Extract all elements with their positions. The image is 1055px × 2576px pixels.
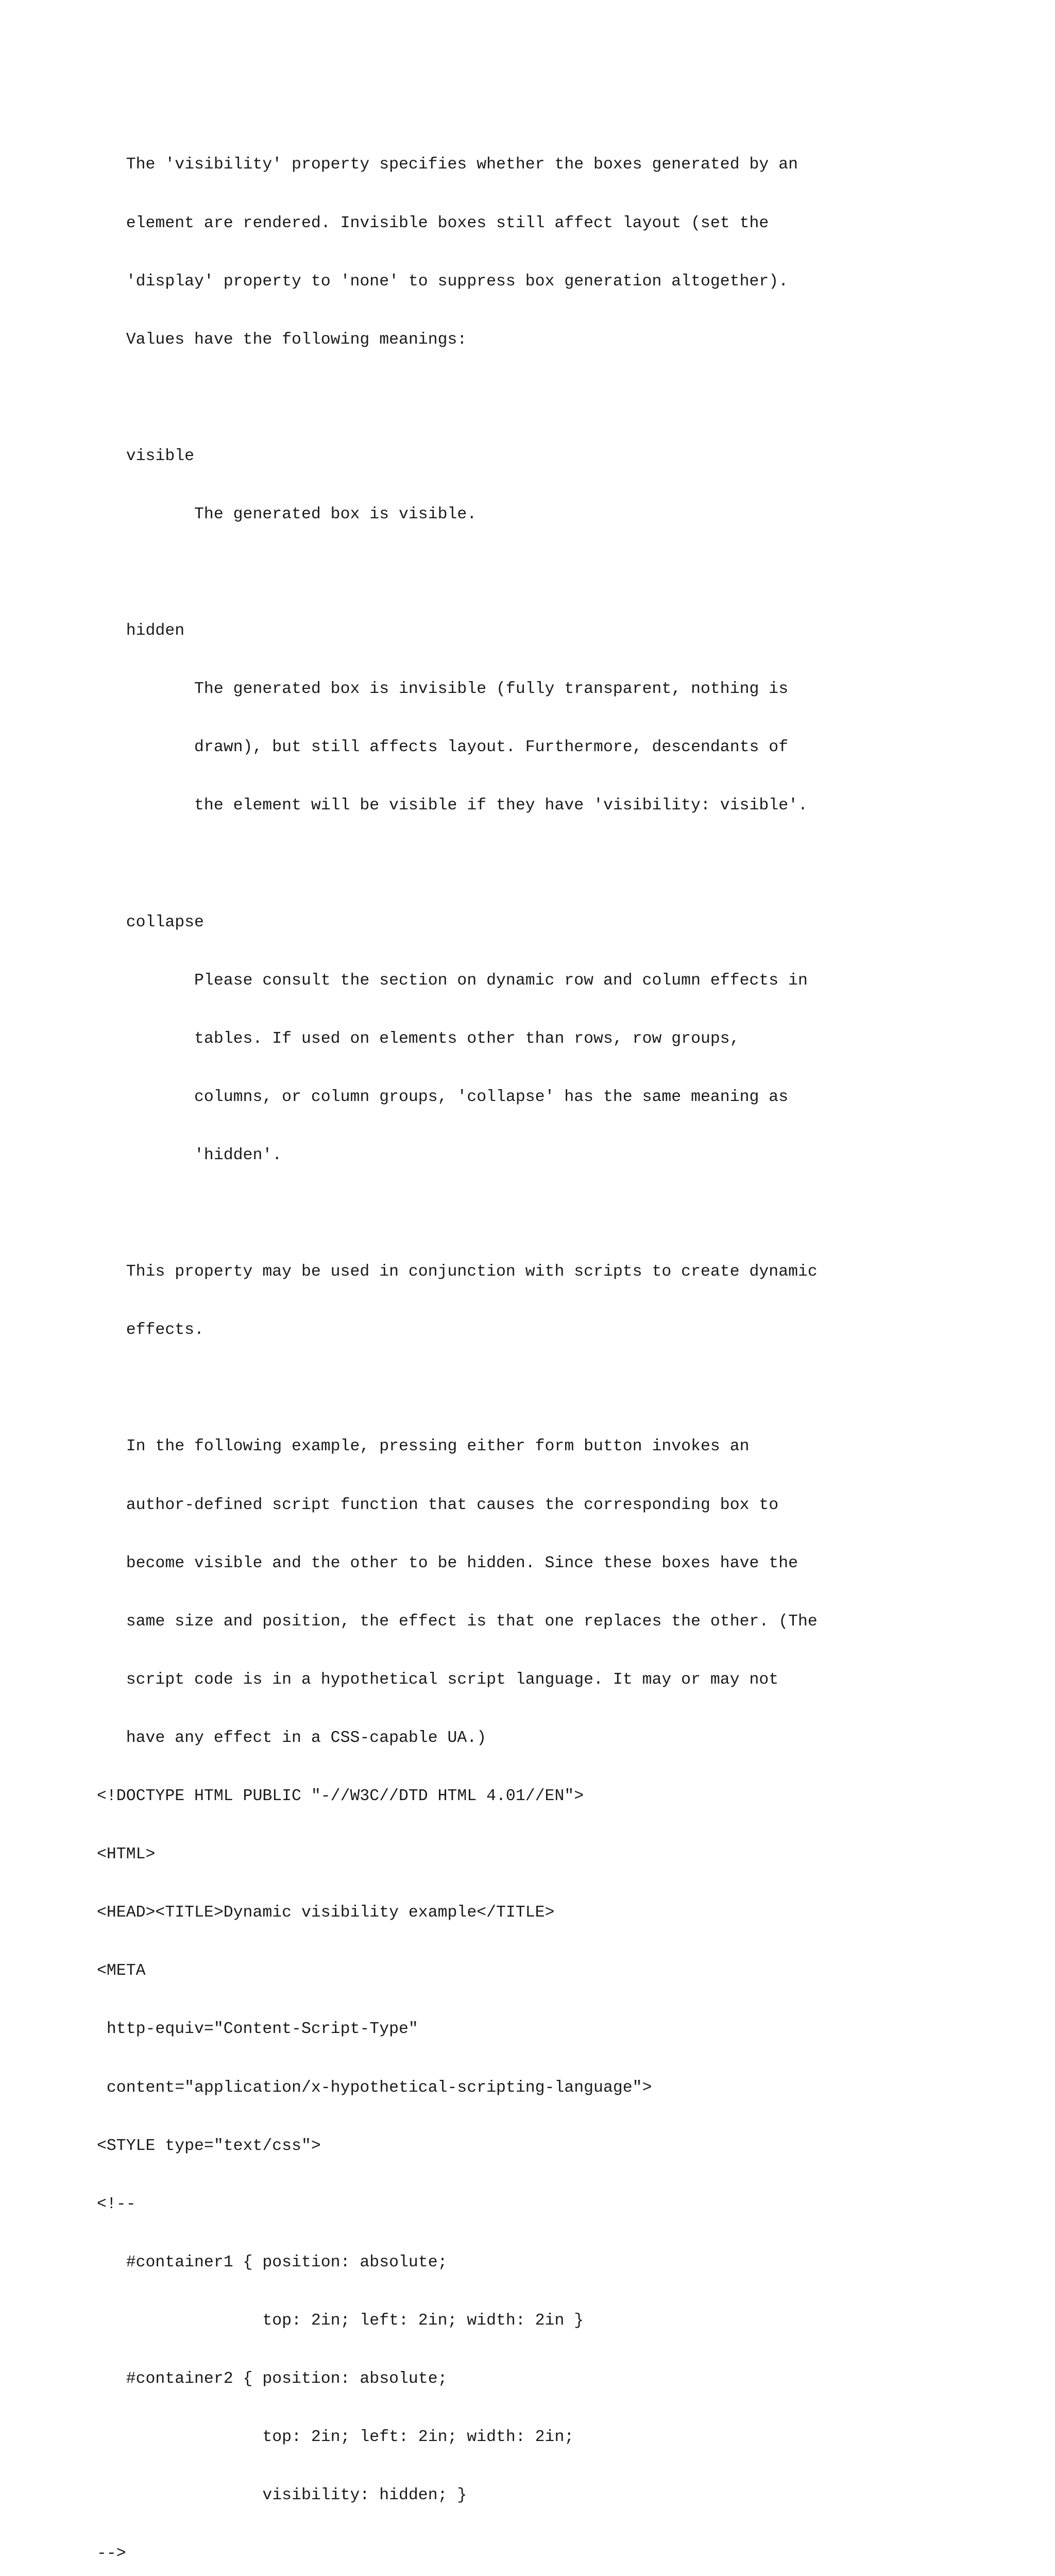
code-line: <HEAD><TITLE>Dynamic visibility example</TITLE>	[97, 1904, 555, 1922]
text-line: author-defined script function that causes the corresponding box to	[97, 1496, 779, 1514]
text-line: This property may be used in conjunction with scripts to create dynamic	[97, 1263, 818, 1281]
text-line: element are rendered. Invisible boxes still affect layout (set the	[97, 214, 769, 232]
definition-line: drawn), but still affects layout. Furthermore, descendants of	[97, 738, 789, 757]
blank-line	[97, 855, 1034, 874]
text-line: In the following example, pressing either form button invokes an	[97, 1437, 750, 1456]
text-line: script code is in a hypothetical script language. It may or may not	[97, 1670, 779, 1689]
text-line: 'display' property to 'none' to suppress box generation altogether).	[97, 272, 789, 291]
text-line: have any effect in a CSS-capable UA.)	[97, 1728, 487, 1747]
code-line: http-equiv="Content-Script-Type"	[97, 2020, 418, 2039]
blank-line	[97, 1204, 1034, 1224]
term-visible: visible	[97, 447, 195, 465]
blank-line	[97, 563, 1034, 583]
text-line: Values have the following meanings:	[97, 330, 467, 349]
text-line: The 'visibility' property specifies whether the boxes generated by an	[97, 156, 798, 174]
code-line: -->	[97, 2545, 126, 2563]
code-line: content="application/x-hypothetical-scripting-language">	[97, 2078, 652, 2097]
code-line: visibility: hidden; }	[97, 2486, 467, 2505]
definition-line: The generated box is invisible (fully transparent, nothing is	[97, 680, 789, 699]
code-line: <META	[97, 1962, 146, 1980]
definition-line: the element will be visible if they have 'visibility: visible'.	[97, 796, 808, 815]
document-page	[97, 116, 1034, 2576]
code-line: <HTML>	[97, 1845, 156, 1864]
code-line: <STYLE type="text/css">	[97, 2137, 321, 2155]
term-hidden: hidden	[97, 622, 185, 640]
blank-line	[97, 388, 1034, 408]
code-line: <!DOCTYPE HTML PUBLIC "-//W3C//DTD HTML 4.01//EN">	[97, 1787, 584, 1806]
code-line: <!--	[97, 2195, 136, 2213]
code-line: top: 2in; left: 2in; width: 2in;	[97, 2428, 574, 2447]
text-line: become visible and the other to be hidden. Since these boxes have the	[97, 1554, 798, 1572]
code-line: top: 2in; left: 2in; width: 2in }	[97, 2311, 584, 2330]
text-line: effects.	[97, 1321, 204, 1340]
code-line: #container2 { position: absolute;	[97, 2369, 448, 2388]
definition-line: columns, or column groups, 'collapse' has the same meaning as	[97, 1088, 789, 1106]
blank-line	[97, 1379, 1034, 1398]
term-collapse: collapse	[97, 913, 204, 931]
text-line: same size and position, the effect is that one replaces the other. (The	[97, 1612, 818, 1631]
code-line: #container1 { position: absolute;	[97, 2253, 448, 2272]
definition-line: Please consult the section on dynamic row and column effects in	[97, 971, 808, 990]
definition-line: 'hidden'.	[97, 1146, 282, 1164]
definition-line: tables. If used on elements other than rows, row groups,	[97, 1029, 740, 1048]
definition-line: The generated box is visible.	[97, 505, 477, 523]
